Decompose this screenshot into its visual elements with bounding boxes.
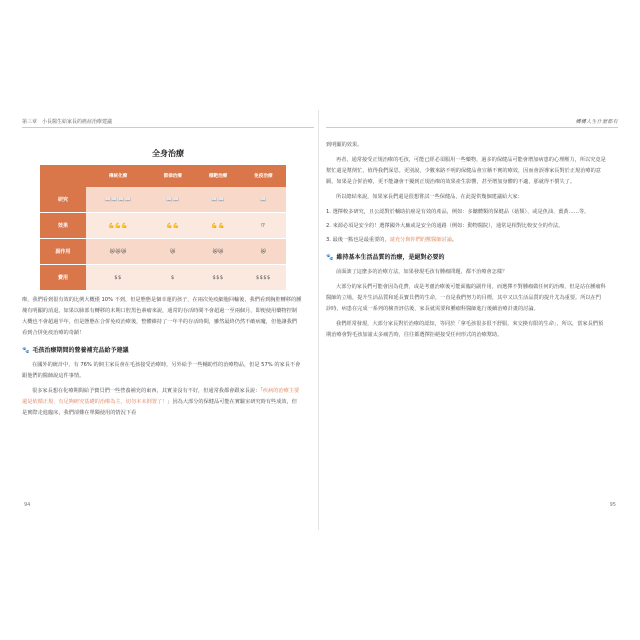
header-rule <box>22 127 314 128</box>
list-item <box>326 235 606 246</box>
sad-cat-icon: 😿😿 <box>195 239 240 265</box>
money-bag-icon: $$$$ <box>241 265 286 291</box>
paragraph: 療，我們看到很有效的比例大概僅 10% 不到，但是態態是個幸運的孩子，在兩次免疫細胞回輸後，我們看到胸腔轉移的腫塊有明顯的消退，如果以肺部有轉移的末期口腔黑色素瘤來說，通常的存活時間不會超過一至兩個月，即便使用藥物控制大概也不會超過半年，但是態態在合併免疫治療後，整體維持了一年半的存活時間，雖然最終仍然不敵病魔，但他讓我們看到合併免疫治療的奇蹟！ <box>22 297 302 336</box>
paw-icon: 🐾 <box>326 254 334 261</box>
advice-list <box>326 207 606 246</box>
treatment-comparison-table <box>40 165 286 291</box>
page-number: 95 <box>609 502 616 508</box>
table-corner-cell <box>40 165 86 187</box>
col-header: 傳統化療 <box>86 165 150 187</box>
book-icon: 📖📖 <box>150 187 195 213</box>
row-label-effect: 效果 <box>40 213 86 239</box>
muscle-icon: 💪💪 <box>195 213 240 239</box>
money-bag-icon: $$$ <box>195 265 240 291</box>
table-title: 全身治療 <box>152 149 184 158</box>
table-row <box>40 239 286 265</box>
sad-cat-icon: 😿 <box>241 239 286 265</box>
paragraph: 大部分的家長們可能會因為花費，或是考慮治療後可能面臨的副作用，而選擇不對腫瘤做任何的治療，但是站在腫瘤科醫師的立場，提升生活品質和延長寶貝們的生命，一直是我們努力的目標，其中又以生活品質的提升尤為重要。所以在門診時，病患在完成一系列的檢查評估後，家長就需要和腫瘤科醫師進行後續治療計畫的討論。 <box>326 284 606 312</box>
paragraph: 在國外的統計中，有 76% 的飼主家長會在毛孩接受治療時，另外給予一些輔助性的治療物品，但是 57% 的家長不會跟他們的醫師說這件事情。 <box>22 362 301 379</box>
paragraph: 我們經常發現，大部分家長對於治療的認知，等同於「拿毛孩很多很不舒服，來交換有限的生命」，所以，當家長們預期治療會對毛孩加諸太多痛苦時，往往都選擇拒絕接受任何形式的治療幫助。 <box>326 321 604 338</box>
list-item: 1. 選擇較多研究，且公認對於輔助抗癌是有效的產品，例如：多醣體類的保健品（菇類）、或是魚油、薑黃……等。 <box>326 209 590 215</box>
list-item-text: 3. 最後一點也是最重要的， <box>326 237 390 243</box>
muscle-icon: 💪💪 <box>150 213 195 239</box>
sad-cat-icon: 😿😿😿 <box>86 239 150 265</box>
header-rule <box>326 127 618 128</box>
col-header: 標靶治療 <box>195 165 240 187</box>
highlighted-quote: 疾病的治療主要還是依循正規、有足夠研究基礎的治療為主，切勿本末倒置了！ <box>22 388 300 405</box>
col-header: 節律治療 <box>150 165 195 187</box>
row-label-cost: 費用 <box>40 265 86 291</box>
paragraph: 所以總結來說，如果家長們還是很想嘗試一些保健品，在此提供幾個建議給大家： <box>336 194 523 200</box>
row-label-side-effect: 副作用 <box>40 239 86 265</box>
running-header: 轉轉人生什麼都有 <box>575 119 618 125</box>
right-body-text <box>326 140 606 345</box>
sad-cat-icon: 😿 <box>150 239 195 265</box>
row-label-research: 研究 <box>40 187 86 213</box>
section-heading-text: 毛孩治療期間的營養補充品給予建議 <box>32 347 129 354</box>
left-body-text <box>22 295 302 423</box>
paragraph-text: 很多家長想在化療期間給予寶貝們一些營養補充的東西，其實並沒有不好，但通常我都會跟家長說：「 <box>32 388 263 394</box>
money-bag-icon: $ <box>150 265 195 291</box>
list-item: 2. 來源必須是安全的！選擇國外大廠或是安全的通路（例如：動物醫院），通常是相對比較安全的作法。 <box>326 223 564 229</box>
book-icon: 📖 <box>241 187 286 213</box>
paw-icon: 🐾 <box>22 347 30 354</box>
left-page <box>18 110 319 530</box>
question-icon: ⁉ <box>241 213 286 239</box>
book-icon: 📖📖 <box>195 187 240 213</box>
table-row <box>40 213 286 239</box>
section-heading <box>22 345 302 356</box>
paragraph: 再者，通常接受正規治療的毛孩，可能已經必須服用一些藥物，過多的保健品可能會增加病患的心理壓力，所以究竟是幫忙還是幫倒忙，值得我們深思。更別說，少數來路不明的保健品會宣稱不實的療效，因而會誤導家長對於正規治療的意願。如果是合併治療，更不能讓會干擾到正規治療的效果產生影響，甚至增加身體的不適，那就得不償失了。 <box>326 157 606 185</box>
col-header: 免疫治療 <box>241 165 286 187</box>
chapter-header: 第三章 小長醫生給家長的癌症治療建議 <box>22 119 113 125</box>
section-heading-text: 維持基本生活品質的治療，是絕對必要的 <box>336 254 445 261</box>
muscle-icon: 💪💪💪 <box>86 213 150 239</box>
paragraph: 前面談了這麼多的治療方法，如果發現毛孩有腫瘤問題，都不治療會怎樣？ <box>336 269 508 275</box>
table-header-row <box>40 165 286 187</box>
paragraph <box>22 386 302 419</box>
money-bag-icon: $$ <box>86 265 150 291</box>
list-item-text: 。 <box>451 237 458 243</box>
table-row <box>40 265 286 291</box>
book-icon: 📖📖📖📖 <box>86 187 150 213</box>
paragraph-text: 」因為大部分的保健品可能在實驗室研究時有些成效，但是實際走進臨床，我們卻難在單獨使用的情況下看 <box>22 399 297 416</box>
right-page <box>322 110 622 530</box>
paragraph: 到明顯的效果。 <box>326 142 363 148</box>
page-number: 94 <box>24 502 31 508</box>
table-row <box>40 187 286 213</box>
section-heading <box>326 252 606 263</box>
highlighted-advice: 請充分與你們的獸醫師討論 <box>389 237 452 243</box>
